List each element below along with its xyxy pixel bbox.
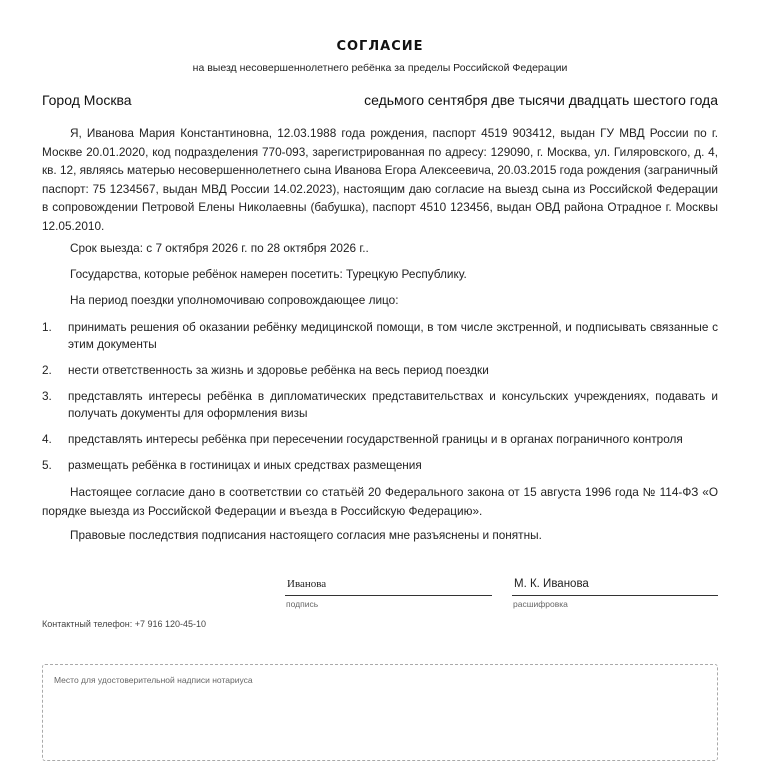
list-item-number: 1. — [42, 320, 52, 334]
list-item-number: 2. — [42, 363, 52, 377]
notary-section — [42, 664, 718, 761]
list-item-text: нести ответственность за жизнь и здоровье ребёнка на весь период поездки — [68, 363, 489, 377]
document-date: седьмого сентября две тысячи двадцать шестого года — [364, 92, 718, 108]
legal-consequences: Правовые последствия подписания настоящего согласия мне разъяснены и понятны. — [70, 528, 542, 542]
list-item-number: 5. — [42, 458, 52, 472]
contact-phone: Контактный телефон: +7 916 120-45-10 — [42, 619, 207, 629]
list-item-text: представлять интересы ребёнка в дипломатических представительствах и консульских учреждениях, подавать и получать документы для оформления визы — [68, 389, 718, 420]
list-item-number: 3. — [42, 389, 52, 403]
name-decoding-caption: расшифровка — [513, 599, 568, 609]
list-item-number: 4. — [42, 432, 52, 446]
city: Город Москва — [42, 92, 132, 108]
main-paragraph: Я, Иванова Мария Константиновна, 12.03.1988 года рождения, паспорт 4519 903412, выдан ГУ МВД России по г. Москве 20.01.2020, код подразделения 770-093, зарегистрированная по адресу: 129090, г. Москва, ул. Гиляровского, д. 4, кв. 12, являясь матерью несовершеннолетнего сына Иванова Егора Алексеевича, 20.03.2015 года рождения (заграничный паспорт: 75 1234567, выдан МВД России 14.02.2023), настоящим даю согласие на выезд сына из Российской Федерации в сопровождении Петровой Елены Николаевны (бабушка), паспорт 4510 123456, выдан ОВД района Отрадное г. Москвы 12.05.2010. — [42, 126, 719, 233]
document-subtitle: на выезд несовершеннолетнего ребёнка за пределы Российской Федерации — [192, 62, 568, 74]
signature-field[interactable] — [285, 578, 492, 609]
document-title: СОГЛАСИЕ — [336, 39, 424, 54]
travel-period: Срок выезда: с 7 октября 2026 г. по 28 октября 2026 г.. — [70, 241, 369, 255]
list-item-text: размещать ребёнка в гостиницах и иных средствах размещения — [68, 458, 422, 472]
signature-caption: подпись — [286, 599, 319, 609]
list-item-text: принимать решения об оказании ребёнку медицинской помощи, в том числе экстренной, и подписывать связанные с этим документы — [68, 320, 718, 351]
destination-countries: Государства, которые ребёнок намерен посетить: Турецкую Республику. — [70, 267, 467, 281]
law-reference: Настоящее согласие дано в соответствии со статьёй 20 Федерального закона от 15 августа 1996 года № 114-ФЗ «О порядке выезда из Российской Федерации и въезда в Российскую Федерацию». — [42, 485, 718, 518]
authorization-intro: На период поездки уполномочиваю сопровождающее лицо: — [70, 293, 399, 307]
name-decoding-value: М. К. Иванова — [512, 578, 718, 596]
name-decoding-field[interactable] — [512, 578, 718, 609]
signature-value: Иванова — [285, 578, 492, 596]
list-item-text: представлять интересы ребёнка при пересечении государственной границы и в органах пограничного контроля — [68, 432, 683, 446]
notary-label: Место для удостоверительной надписи нотариуса — [54, 675, 253, 685]
